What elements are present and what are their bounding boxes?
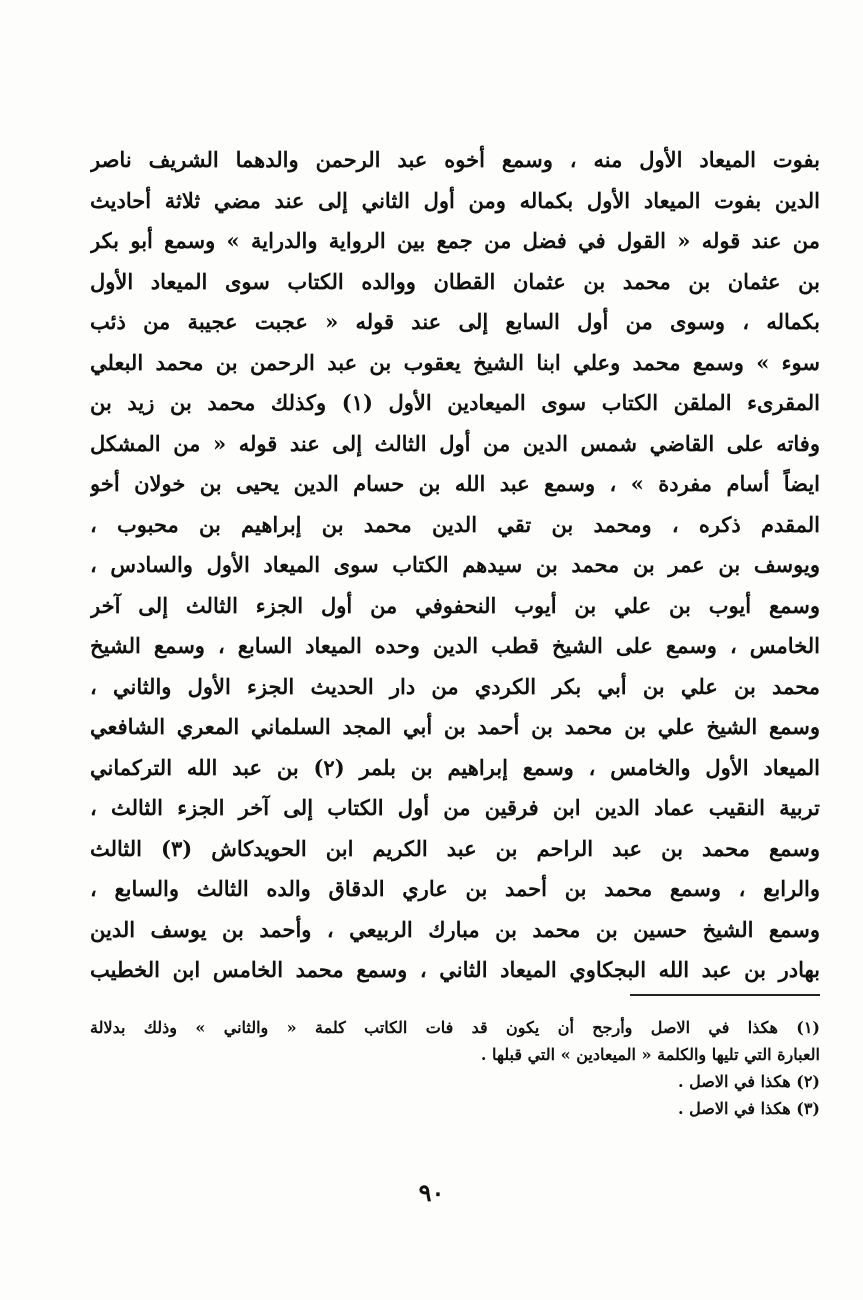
footnote-3: (٣) هكذا في الاصل . xyxy=(678,1099,820,1118)
text-line: والرابع ، وسمع محمد بن أحمد بن عاري الدقاق والده الثالث والسابع ، xyxy=(90,876,820,901)
text-line: الدين بفوت الميعاد الأول بكماله ومن أول الثاني إلى عند مضي ثلاثة أحاديث xyxy=(90,187,820,213)
text-line: وسمع محمد بن عبد الراحم بن عبد الكريم ابن الحويدكاش (٣) الثالث xyxy=(90,835,820,861)
main-text-block xyxy=(90,140,820,991)
text-line: بفوت الميعاد الأول منه ، وسمع أخوه عبد الرحمن والدهما الشريف ناصر xyxy=(90,147,820,172)
footnote-1-continuation: العبارة التي تليها والكلمة « الميعادين » التي قبلها . xyxy=(480,1045,820,1064)
text-line: سوء » وسمع محمد وعلي ابنا الشيخ يعقوب بن عبد الرحمن بن محمد البعلي xyxy=(90,349,820,375)
text-line: بكماله ، وسوى من أول السابع إلى عند قوله « عجبت عجيبة من ذئب xyxy=(90,309,820,334)
text-line: وسمع أيوب بن علي بن أيوب النحفوفي من أول الجزء الثالث إلى آخر xyxy=(90,592,820,618)
text-line: وسمع الشيخ حسين بن محمد بن مبارك الربيعي ، وأحمد بن يوسف الدين xyxy=(90,916,820,942)
text-line: وسمع الشيخ علي بن محمد بن أحمد بن أبي المجد السلماني المعري الشافعي xyxy=(90,714,820,739)
text-line: تربية النقيب عماد الدين ابن فرقين من أول الكتاب إلى آخر الجزء الثالث ، xyxy=(90,795,820,820)
text-line: المقدم ذكره ، ومحمد بن تقي الدين محمد بن إبراهيم بن محبوب ، xyxy=(90,511,820,537)
text-line: ايضاً أسام مفردة » ، وسمع عبد الله بن حسام الدين يحيى بن خولان أخو xyxy=(90,471,820,496)
page-number: ٩٠ xyxy=(418,1178,445,1207)
text-line: وفاته على القاضي شمس الدين من أول الثالث إلى عند قوله « من المشكل xyxy=(90,430,820,456)
text-line: محمد بن علي بن أبي بكر الكردي من دار الحديث الجزء الأول والثاني ، xyxy=(90,673,820,699)
text-line: المقرىء الملقن الكتاب سوى الميعادين الأول (١) وكذلك محمد بن زيد بن xyxy=(90,390,820,415)
text-line: الميعاد الأول والخامس ، وسمع إبراهيم بن بلمر (٢) بن عبد الله التركماني xyxy=(90,754,820,780)
text-line: ويوسف بن عمر بن محمد بن سيدهم الكتاب سوى الميعاد الأول والسادس ، xyxy=(90,552,820,577)
text-line: الخامس ، وسمع على الشيخ قطب الدين وحده الميعاد السابع ، وسمع الشيخ xyxy=(90,633,820,658)
text-line: من عند قوله « القول في فضل من جمع بين الرواية والدراية » وسمع أبو بكر xyxy=(90,228,820,253)
text-line: بن عثمان بن محمد بن عثمان القطان ووالده الكتاب سوى الميعاد الأول xyxy=(90,268,820,294)
footnote-1: (١) هكذا في الاصل وأرجح أن يكون قد فات الكاتب كلمة « والثاني » وذلك بدلالة xyxy=(90,1018,820,1037)
text-line: بهادر بن عبد الله البجكاوي الميعاد الثاني ، وسمع محمد الخامس ابن الخطيب xyxy=(90,957,820,982)
footnotes-block xyxy=(90,1014,820,1122)
footnote-2: (٢) هكذا في الاصل . xyxy=(678,1072,820,1091)
footnote-divider xyxy=(630,994,820,996)
